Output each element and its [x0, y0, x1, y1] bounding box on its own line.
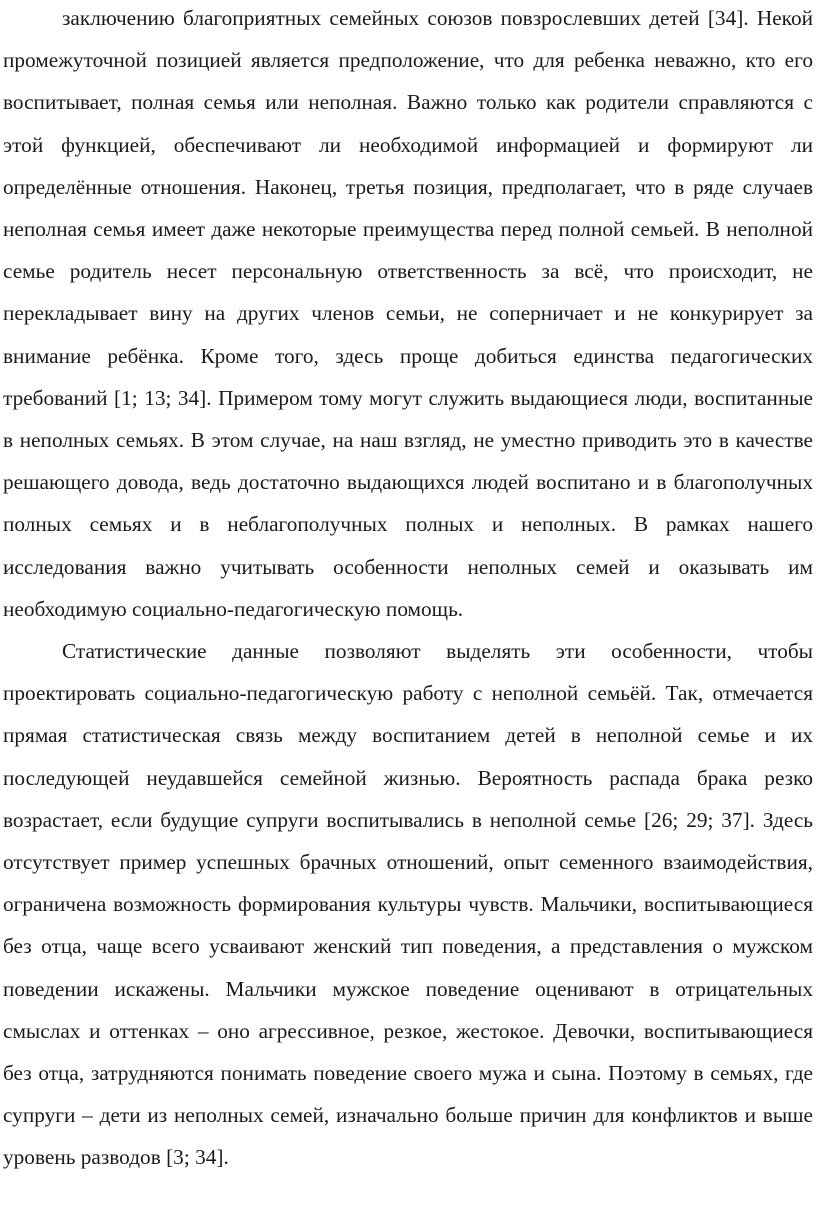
paragraph-statistics: Статистические данные позволяют выделять эти особенности, чтобы проектировать социально-педагогическую работу с неполной семьёй. Так, отмечается прямая статистическая связь между воспитанием детей в неполной семье и их последующей неудавшейся семейной жизнью. Вероятность распада брака резко возрастает, если будущие супруги воспитывались в неполной семье [26; 29; 37]. Здесь отсутствует пример успешных брачных отношений, опыт семенного взаимодействия, ограничена возможность формирования культуры чувств. Мальчики, воспитывающиеся без отца, чаще всего усваивают женский тип поведения, а представления о мужском поведении искажены. Мальчики мужское поведение оценивают в отрицательных смыслах и оттенках – оно агрессивное, резкое, жестокое. Девочки, воспитывающиеся без отца, затрудняются понимать поведение своего мужа и сына. Поэтому в семьях, где супруги – дети из неполных семей, изначально больше причин для конфликтов и выше уровень разводов [3; 34]. [3, 639, 813, 1170]
paragraph-continuation: заключению благоприятных семейных союзов повзрослевших детей [34]. Некой промежуточной позицией является предположение, что для ребенка неважно, кто его воспитывает, полная семья или неполная. Важно только как родители справляются с этой функцией, обеспечивают ли необходимой информацией и формируют ли определённые отношения. Наконец, третья позиция, предполагает, что в ряде случаев неполная семья имеет даже некоторые преимущества перед полной семьей. В неполной семье родитель несет персональную ответственность за всё, что происходит, не перекладывает вину на других членов семьи, не соперничает и не конкурирует за внимание ребёнка. Кроме того, здесь проще добиться единства педагогических требований [1; 13; 34]. Примером тому могут служить выдающиеся люди, воспитанные в неполных семьях. В этом случае, на наш взгляд, не уместно приводить это в качестве решающего довода, ведь достаточно выдающихся людей воспитано и в благополучных полных семьях и в неблагополучных полных и неполных. В рамках нашего исследования важно учитывать особенности неполных семей и оказывать им необходимую социально-педагогическую помощь. [3, 6, 813, 621]
document-page [3, 0, 813, 1179]
